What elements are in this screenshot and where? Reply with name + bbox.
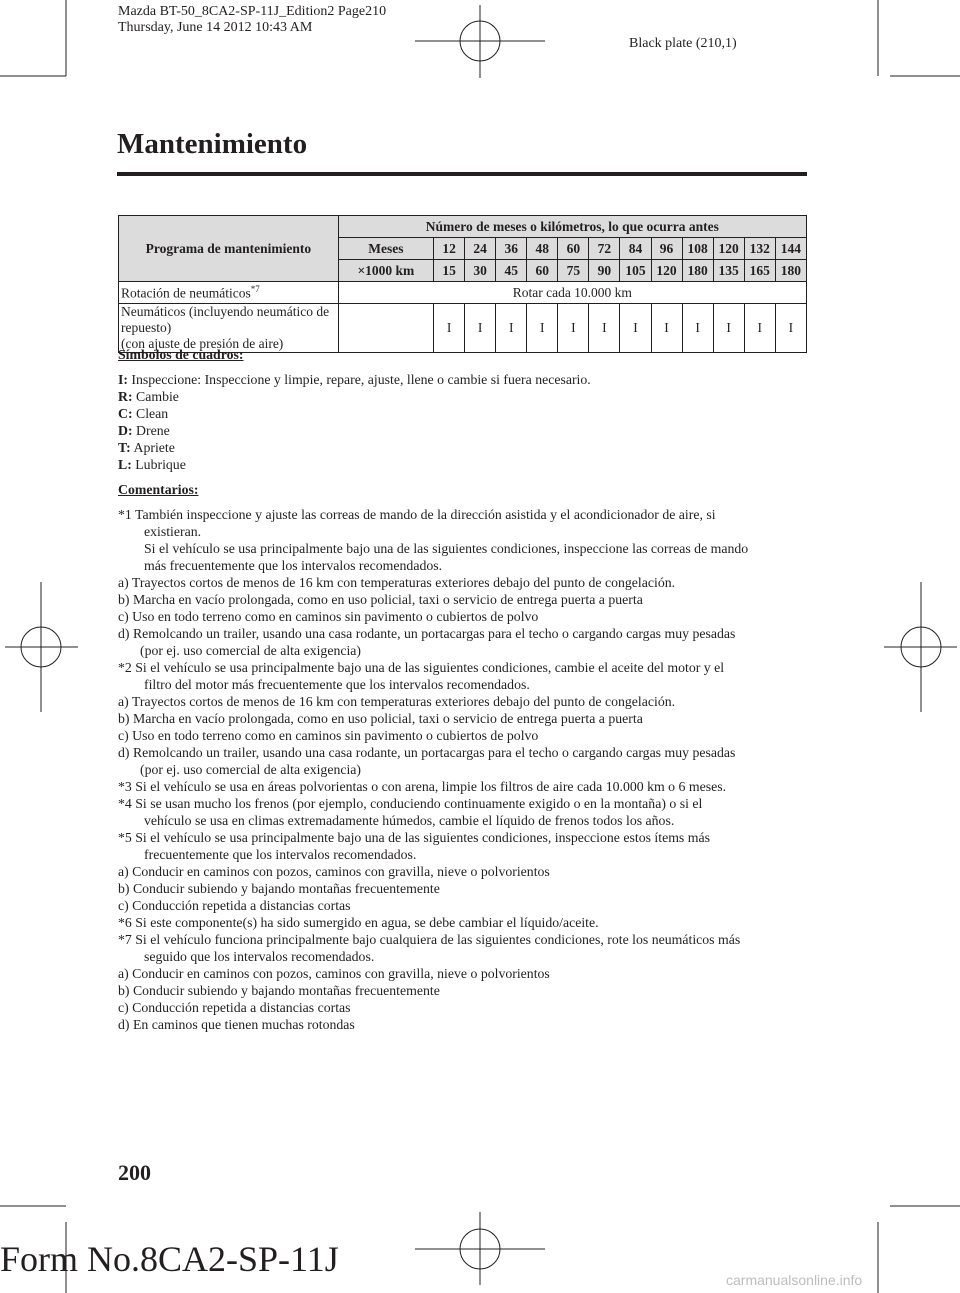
- comment-line: *7 Si el vehículo funciona principalmente bajo cualquiera de las siguientes condiciones, rote los neumáticos más: [118, 932, 741, 947]
- comment-line: c) Uso en todo terreno como en caminos sin pavimento o cubiertos de polvo: [118, 728, 539, 743]
- symbol-text: Clean: [136, 406, 169, 421]
- month-cell: 36: [496, 238, 527, 260]
- title-rule: [117, 172, 807, 176]
- row-cell: I: [713, 304, 744, 353]
- row-cell: I: [744, 304, 775, 353]
- comment-line: *2 Si el vehículo se usa principalmente bajo una de las siguientes condiciones, cambie el aceite del motor y el: [118, 660, 725, 675]
- km-cell: 15: [434, 260, 465, 282]
- interval-header: Número de meses o kilómetros, lo que ocurra antes: [338, 216, 806, 238]
- comment-line: más frecuentemente que los intervalos recomendados.: [144, 558, 443, 573]
- km-cell: 75: [558, 260, 589, 282]
- km-cell: 135: [713, 260, 744, 282]
- month-cell: 132: [744, 238, 775, 260]
- row-cell: I: [434, 304, 465, 353]
- program-label: Programa de mantenimiento: [119, 216, 339, 282]
- row-cell: I: [775, 304, 806, 353]
- row-cell: I: [620, 304, 651, 353]
- watermark: carmanualsonline.info: [726, 1272, 863, 1288]
- comment-line: (por ej. uso comercial de alta exigencia): [140, 762, 362, 777]
- comment-line: a) Conducir en caminos con pozos, caminos con gravilla, nieve o polvorientos: [118, 864, 550, 879]
- registration-mark-right: [884, 582, 957, 712]
- km-cell: 45: [496, 260, 527, 282]
- symbol-key: C:: [118, 406, 133, 421]
- comment-line: *6 Si este componente(s) ha sido sumergido en agua, se debe cambiar el líquido/aceite.: [118, 915, 599, 930]
- comment-line: a) Conducir en caminos con pozos, caminos con gravilla, nieve o polvorientos: [118, 966, 550, 981]
- month-cell: 120: [713, 238, 744, 260]
- symbol-item: [118, 371, 808, 388]
- symbol-key: T:: [118, 440, 131, 455]
- month-cell: 12: [434, 238, 465, 260]
- symbol-key: I:: [118, 372, 128, 387]
- comment-line: b) Marcha en vacío prolongada, como en uso policial, taxi o servicio de entrega puerta a puerta: [118, 592, 643, 607]
- month-cell: 60: [558, 238, 589, 260]
- body-text: [118, 346, 808, 1033]
- row-cell: I: [496, 304, 527, 353]
- month-cell: 48: [527, 238, 558, 260]
- row-item-line-1: Neumáticos (incluyendo neumático de repuesto): [121, 304, 330, 335]
- symbol-text: Inspeccione: Inspeccione y limpie, repare, ajuste, llene o cambie si fuera necesario.: [131, 372, 591, 387]
- footnote-ref: *7: [250, 283, 260, 294]
- comment-line: d) Remolcando un trailer, usando una casa rodante, un portacargas para el techo o cargando cargas muy pesadas: [118, 745, 736, 760]
- comment-line: filtro del motor más frecuentemente que los intervalos recomendados.: [144, 677, 530, 692]
- symbol-key: R:: [118, 389, 133, 404]
- symbol-item: [118, 405, 808, 422]
- month-cell: 144: [775, 238, 806, 260]
- row-cell: I: [527, 304, 558, 353]
- comments-heading: Comentarios:: [118, 482, 199, 497]
- comment-line: c) Conducción repetida a distancias cortas: [118, 1000, 351, 1015]
- month-cell: 96: [651, 238, 682, 260]
- month-cell: 72: [589, 238, 620, 260]
- symbol-text: Drene: [136, 423, 170, 438]
- comment-line: c) Conducción repetida a distancias cortas: [118, 898, 351, 913]
- registration-mark-left: [5, 582, 78, 712]
- page-number: 200: [118, 1160, 151, 1185]
- form-number: Form No.8CA2-SP-11J: [0, 1239, 339, 1279]
- comment-line: b) Conducir subiendo y bajando montañas frecuentemente: [118, 881, 440, 896]
- comment-line: seguido que los intervalos recomendados.: [144, 949, 375, 964]
- comment-line: *3 Si el vehículo se usa en áreas polvorientas o con arena, limpie los filtros de aire cada 10.000 km o 6 meses.: [118, 779, 727, 794]
- km-cell: 180: [775, 260, 806, 282]
- maintenance-table: [118, 215, 807, 353]
- comments-list: [118, 506, 808, 1033]
- comment-line: b) Marcha en vacío prolongada, como en uso policial, taxi o servicio de entrega puerta a puerta: [118, 711, 643, 726]
- km-cell: 105: [620, 260, 651, 282]
- symbol-item: [118, 388, 808, 405]
- symbol-item: [118, 456, 808, 473]
- symbol-text: Cambie: [136, 389, 179, 404]
- symbol-key: L:: [118, 457, 132, 472]
- symbol-key: D:: [118, 423, 133, 438]
- km-cell: 60: [527, 260, 558, 282]
- comment-line: existieran.: [144, 524, 202, 539]
- registration-mark-top: [415, 5, 545, 78]
- comment-line: frecuentemente que los intervalos recomendados.: [144, 847, 417, 862]
- print-header: [118, 4, 386, 36]
- month-cell: 24: [465, 238, 496, 260]
- km-cell: 180: [682, 260, 713, 282]
- comment-line: *5 Si el vehículo se usa principalmente bajo una de las siguientes condiciones, inspeccione estos ítems más: [118, 830, 710, 845]
- comment-line: d) Remolcando un trailer, usando una casa rodante, un portacargas para el techo o cargando cargas muy pesadas: [118, 626, 736, 641]
- row-cell: I: [558, 304, 589, 353]
- comment-line: Si el vehículo se usa principalmente bajo una de las siguientes condiciones, inspeccione las correas de mando: [144, 541, 749, 556]
- months-label: Meses: [338, 238, 433, 260]
- km-cell: 90: [589, 260, 620, 282]
- row-cell: I: [465, 304, 496, 353]
- registration-mark-bottom: [415, 1212, 545, 1285]
- comment-line: d) En caminos que tienen muchas rotondas: [118, 1017, 355, 1032]
- month-cell: 108: [682, 238, 713, 260]
- comment-line: *1 También inspeccione y ajuste las correas de mando de la dirección asistida y el acondicionador de aire, si: [118, 507, 716, 522]
- row-item-tire-rotation: [119, 282, 339, 304]
- row-cell: I: [682, 304, 713, 353]
- row-item-text: Rotación de neumáticos: [121, 285, 251, 301]
- header-line-2: Thursday, June 14 2012 10:43 AM: [118, 20, 313, 35]
- comment-line: *4 Si se usan mucho los frenos (por ejemplo, conduciendo continuamente exigido o en la montaña) o si el: [118, 796, 703, 811]
- row-item-line-2: (con ajuste de presión de aire): [121, 336, 284, 351]
- table-row: [119, 282, 807, 304]
- symbol-text: Lubrique: [135, 457, 186, 472]
- header-line-1: Mazda BT-50_8CA2-SP-11J_Edition2 Page210: [118, 4, 387, 19]
- row-cell: I: [651, 304, 682, 353]
- km-cell: 30: [465, 260, 496, 282]
- comment-line: c) Uso en todo terreno como en caminos sin pavimento o cubiertos de polvo: [118, 609, 539, 624]
- km-label: ×1000 km: [338, 260, 433, 282]
- comment-line: a) Trayectos cortos de menos de 16 km con temperaturas exteriores debajo del punto de congelación.: [118, 694, 676, 709]
- comment-line: vehículo se usa en climas extremadamente húmedos, cambie el líquido de frenos todos los años.: [144, 813, 675, 828]
- section-title: Mantenimiento: [117, 128, 308, 160]
- symbol-item: [118, 422, 808, 439]
- row-span-text: Rotar cada 10.000 km: [338, 282, 806, 304]
- symbol-text: Apriete: [133, 440, 175, 455]
- comment-line: (por ej. uso comercial de alta exigencia): [140, 643, 362, 658]
- month-cell: 84: [620, 238, 651, 260]
- comment-line: b) Conducir subiendo y bajando montañas frecuentemente: [118, 983, 440, 998]
- km-cell: 165: [744, 260, 775, 282]
- comment-line: a) Trayectos cortos de menos de 16 km con temperaturas exteriores debajo del punto de congelación.: [118, 575, 676, 590]
- row-cell: I: [589, 304, 620, 353]
- km-cell: 120: [651, 260, 682, 282]
- symbol-item: [118, 439, 808, 456]
- plate-label: Black plate (210,1): [629, 36, 737, 51]
- symbols-heading: Símbolos de cuadros:: [118, 347, 244, 362]
